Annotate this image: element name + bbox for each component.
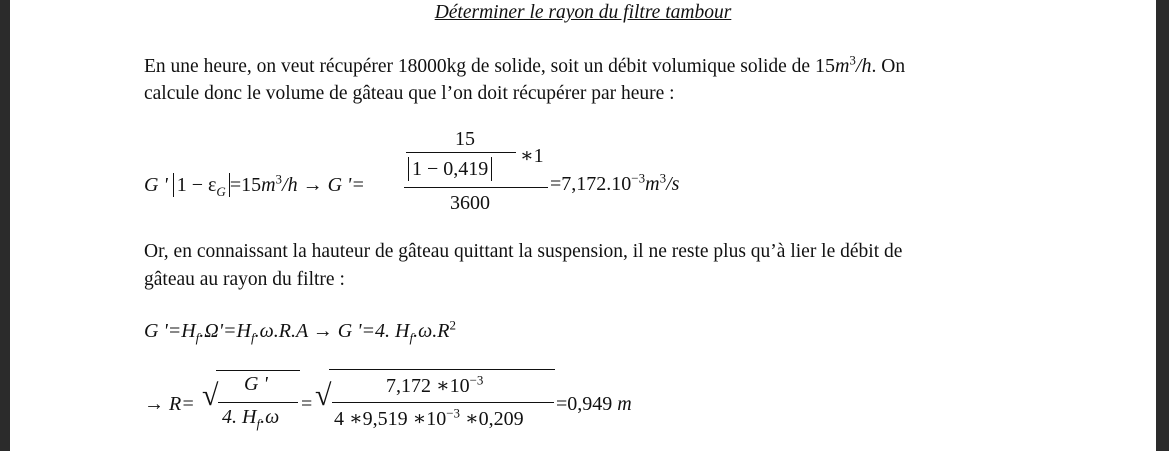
eq3-frac2-den: 4 ∗9,519 $∗10^{-3}$ ∗0,209 <box>334 405 524 430</box>
eq3-frac1-num: G ' <box>244 373 268 395</box>
eq1-num-mult: ∗1 <box>520 145 544 167</box>
flow-rate-expression: $15m^3/h$ <box>814 52 872 77</box>
eq3-equals: = <box>301 393 313 415</box>
sqrt-2-overline <box>329 369 555 370</box>
sqrt-1-overline <box>216 370 300 371</box>
sqrt-1-sign: √ <box>202 379 219 412</box>
eq1-lhs-paren: $1 - \varepsilon_G$ <box>173 173 230 197</box>
eq1-den: 3600 <box>450 192 490 214</box>
eq1-num-top: 15 <box>455 128 475 150</box>
eq3-result: =0,949 m <box>556 393 632 415</box>
eq3-frac2-num: 7,172 $∗10^{-3}$ <box>386 372 484 397</box>
eq1-num-inner: 1 − 0,419 <box>408 157 492 181</box>
eq1-rhs: $=7,172.10^{-3}m^3/s$ <box>550 170 680 195</box>
paragraph-2-line-1: Or, en connaissant la hauteur de gâteau quittant la suspension, il ne reste plus qu’à lier le débit de <box>144 241 903 262</box>
eq3-frac1-bar <box>218 402 298 403</box>
eq1-lhs: G ' $1 - \varepsilon_G =15m^3/h \to G$ '= <box>144 171 365 199</box>
sqrt-2-sign: √ <box>315 379 332 412</box>
document-page <box>10 0 1156 451</box>
paragraph-1-line-2: calcule donc le volume de gâteau que l’on doit récupérer par heure : <box>144 83 675 104</box>
equation-flow-relation: G '$=H_f.\Omega'=H_f.\omega.R.A \to G$ '=4. $H_f.\omega.R^2$ <box>144 317 456 345</box>
eq3-arrow: → R= <box>144 393 195 415</box>
paragraph-1-line-1: En une heure, on veut récupérer 18000kg de solide, soit un débit volumique solide de $15m^3/h$. On <box>144 52 906 77</box>
eq1-main-fraction-bar <box>404 187 548 188</box>
eq1-inner-fraction-bar <box>406 152 516 153</box>
section-heading: Déterminer le rayon du filtre tambour <box>434 2 732 23</box>
eq3-frac2-bar <box>332 402 554 403</box>
paragraph-2-line-2: gâteau au rayon du filtre : <box>144 269 345 290</box>
eq3-frac1-den: 4. $H_f.\omega$ <box>222 406 280 431</box>
